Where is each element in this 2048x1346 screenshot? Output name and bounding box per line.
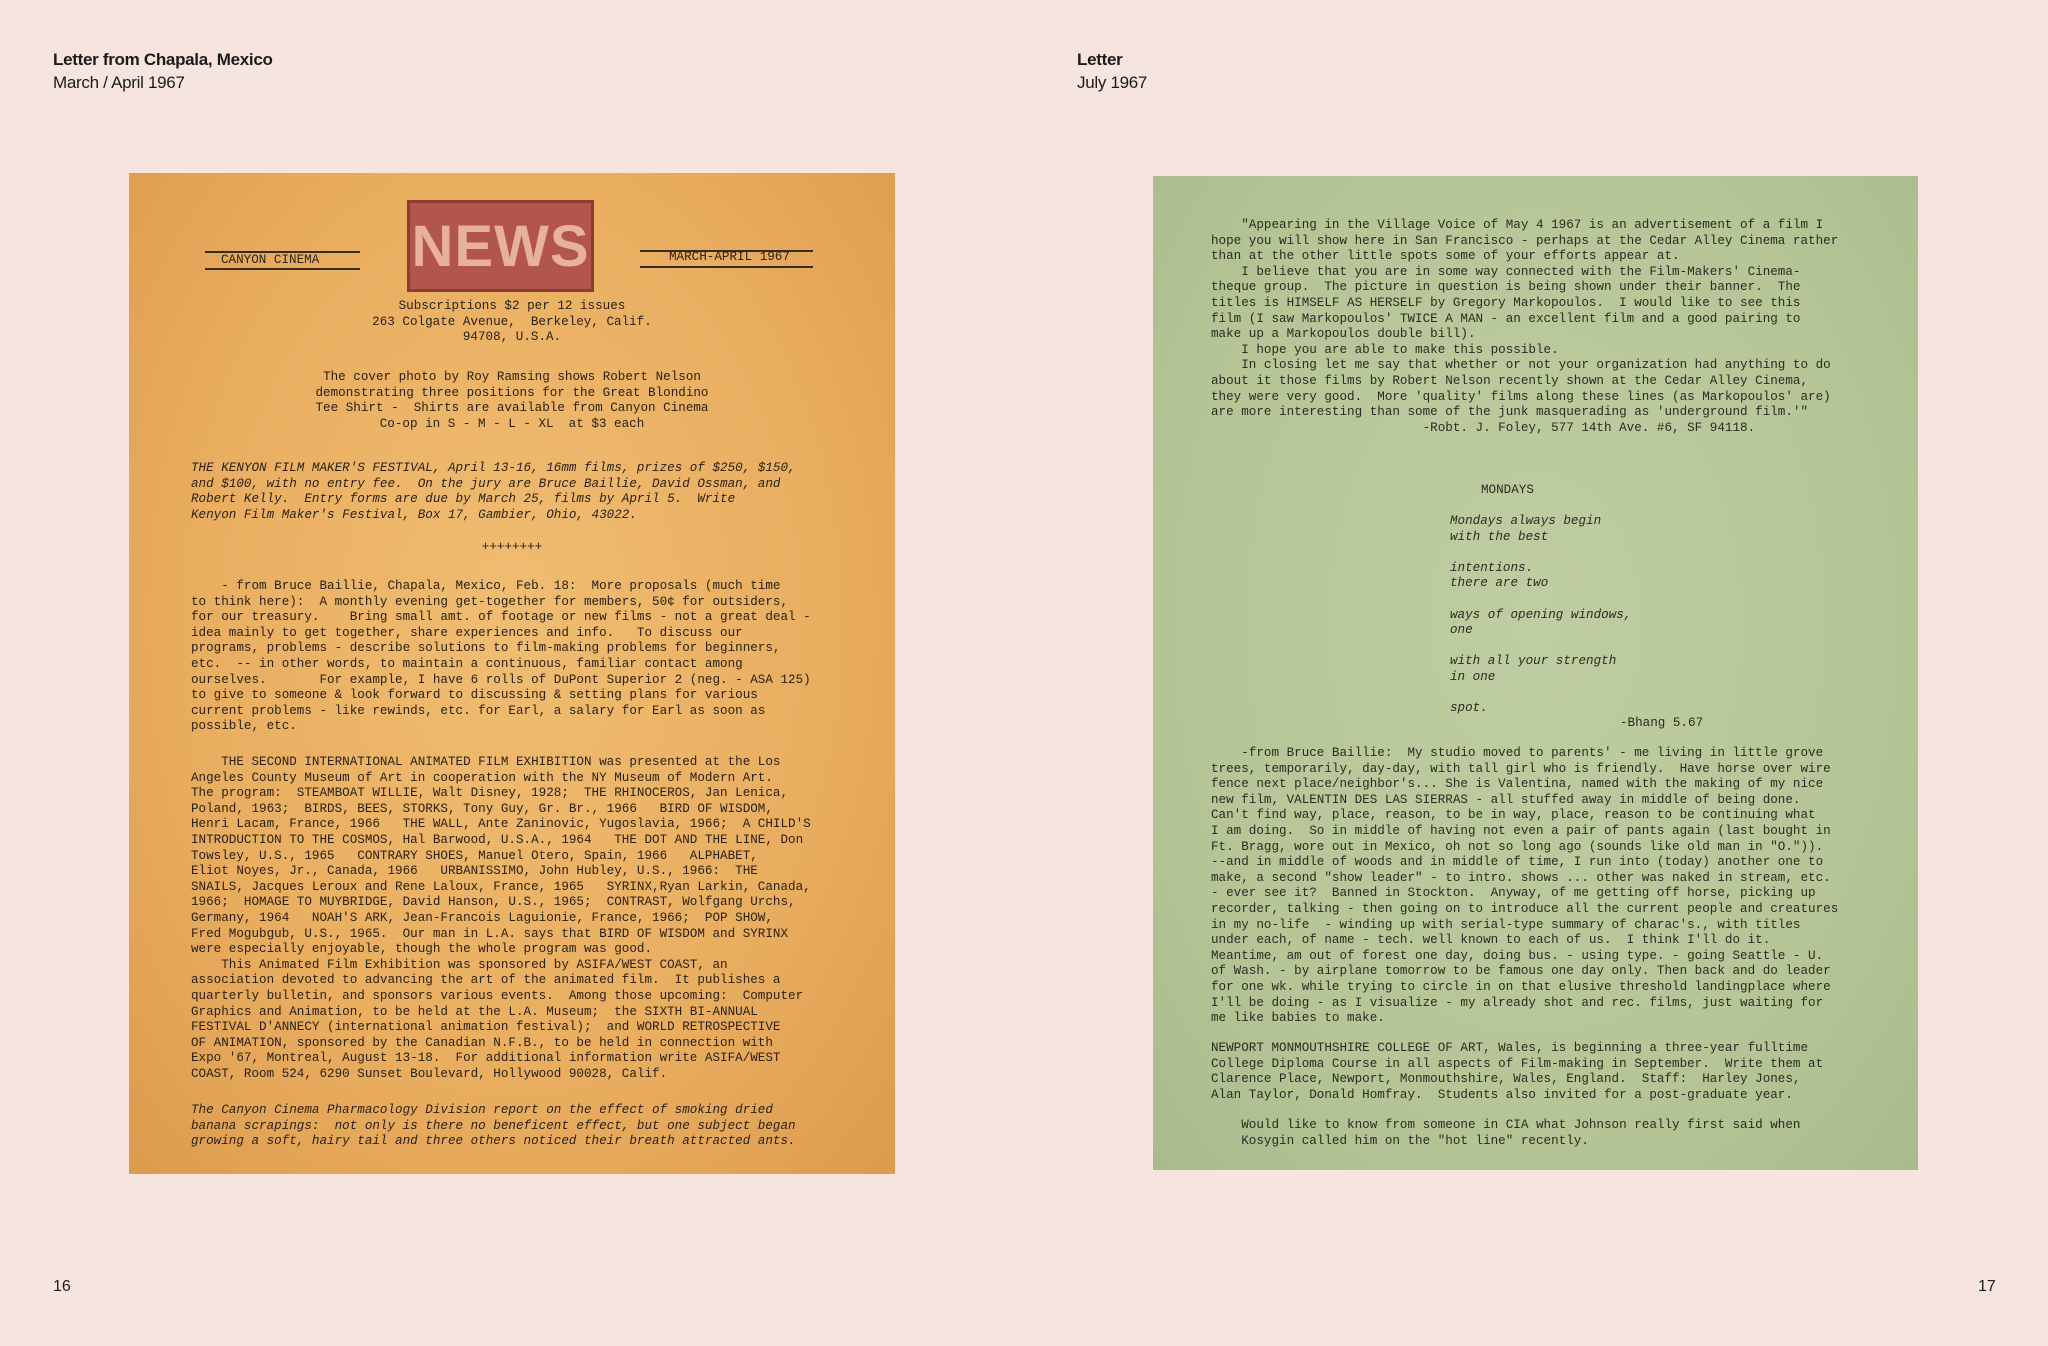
poem-text: Mondays always begin with the best intentions. there are two ways of opening windows, one with all your strength in one spot. bbox=[1450, 514, 1632, 716]
animated-exhibition-text: THE SECOND INTERNATIONAL ANIMATED FILM EXHIBITION was presented at the Los Angeles County Museum of Art in cooperation with the NY Museum of Modern Art. The program: STEAMBOAT WILLIE, Walt Disney, 1928; THE RHINOCEROS, Jan Lenica, Poland, 1963; BIRDS, BEES, STORKS, Tony Guy, Gr. Br., 1966 BIRD OF WISDOM, Henri Lacam, France, 1966 THE WALL, Ante Zaninovic, Yugoslavia, 1966; A CHILD'S INTRODUCTION TO THE COSMOS, Hal Barwood, U.S.A., 1964 THE DOT AND THE LINE, Don Towsley, U.S., 1965 CONTRARY SHOES, Manuel Otero, Spain, 1966 ALPHABET, Eliot Noyes, Jr., Canada, 1966 URBANISSIMO, John Hubley, U.S., 1966: THE SNAILS, Jacques Leroux and Rene Laloux, France, 1965 SYRINX,Ryan Larkin, Canada, 1966; HOMAGE TO MUYBRIDGE, David Hanson, U.S., 1965; CONTRAST, Wolfgang Urchs, Germany, 1964 NOAH'S ARK, Jean-Francois Laguionie, France, 1966; POP SHOW, Fred Mogubgub, U.S., 1965. Our man in L.A. says that BIRD OF WISDOM and SYRINX were especially enjoyable, though the whole program was good. This Animated Film Exhibition was sponsored by ASIFA/WEST COAST, an association devoted to advancing the art of the animated film. It publishes a quarterly bulletin, and sponsors various events. Among those upcoming: Computer Graphics and Animation, to be held at the L.A. Museum; the SIXTH BI-ANNUAL FESTIVAL D'ANNECY (international animation festival); and WORLD RETROSPECTIVE OF ANIMATION, sponsored by the Canadian N.F.B., to be held in connection with Expo '67, Montreal, August 13-18. For additional information write ASIFA/WEST COAST, Room 524, 6290 Sunset Boulevard, Hollywood 90028, Calif. bbox=[191, 755, 811, 1081]
letter-scan bbox=[1153, 176, 1918, 1170]
foley-letter-text: "Appearing in the Village Voice of May 4 1967 is an advertisement of a film I hope you will show here in San Francisco - perhaps at the Cedar Alley Cinema rather than at the other little spots some of your efforts appear at. I believe that you are in some way connected with the Film-Makers' Cinema- theque group. The picture in question is being shown under their banner. The titles is HIMSELF AS HERSELF by Gregory Markopoulos. I would like to see this film (I saw Markopoulos' TWICE A MAN - an excellent film and a good pairing to make up a Markopoulos double bill). I hope you are able to make this possible. In closing let me say that whether or not your organization had anything to do about it those films by Robert Nelson recently shown at the Cedar Alley Cinema, they were very good. More 'quality' films along these lines (as Markopoulos' are) are more interesting than some of the junk masquerading as 'underground film.'" -Robt. J. Foley, 577 14th Ave. #6, SF 94118. bbox=[1211, 218, 1839, 435]
subscriptions-text: Subscriptions $2 per 12 issues 263 Colgate Avenue, Berkeley, Calif. 94708, U.S.A. bbox=[372, 299, 652, 345]
cover-note-text: The cover photo by Roy Ramsing shows Robert Nelson demonstrating three positions for the Great Blondino Tee Shirt - Shirts are available from Canyon Cinema Co-op in S - M - L - XL at $3 each bbox=[315, 370, 709, 431]
masthead-left-label: CANYON CINEMA bbox=[221, 253, 320, 267]
masthead-rule-left-2 bbox=[205, 268, 360, 270]
kenyon-festival-text: THE KENYON FILM MAKER'S FESTIVAL, April 13-16, 16mm films, prizes of $250, $150, and $100, with no entry fee. On the jury are Bruce Baillie, David Ossman, and Robert Kelly. Entry forms are due by March 25, films by April 5. Write Kenyon Film Maker's Festival, Box 17, Gambier, Ohio, 43022. bbox=[191, 461, 796, 522]
newport-college-text: NEWPORT MONMOUTHSHIRE COLLEGE OF ART, Wales, is beginning a three-year fulltime College Diploma Course in all aspects of Film-making in September. Write them at Clarence Place, Newport, Monmouthshire, Wales, England. Staff: Harley Jones, Alan Taylor, Donald Homfray. Students also invited for a post-graduate year. bbox=[1211, 1041, 1824, 1102]
left-page-number: 16 bbox=[53, 1278, 71, 1295]
masthead-right-label: MARCH-APRIL 1967 bbox=[669, 250, 790, 264]
right-page-number: 17 bbox=[1978, 1278, 1996, 1295]
johnson-note-text: Would like to know from someone in CIA what Johnson really first said when Kosygin called him on the "hot line" recently. bbox=[1241, 1118, 1801, 1148]
masthead-rule-right-2 bbox=[640, 266, 813, 268]
separator-text: ++++++++ bbox=[481, 540, 543, 554]
news-logo-text: NEWS bbox=[411, 213, 590, 279]
right-page-title: Letter bbox=[1077, 50, 1123, 69]
left-page-header bbox=[53, 50, 273, 93]
baillie-letter-text: -from Bruce Baillie: My studio moved to parents' - me living in little grove trees, temporarily, day-day, with tall girl who is friendly. Have horse over wire fence next place/neighbor's... She is Valentina, named with the making of my nice new film, VALENTIN DES LAS SIERRAS - all stuffed away in middle of being done. Can't find way, place, reason, to be in way, place, reason to be continuing what I am doing. So in middle of having not even a pair of pants again (last bought in Ft. Bragg, wore out in Mexico, oh not so long ago (sounds like old man in "O.")). --and in middle of woods and in middle of time, I run into (today) another one to make, a second "show leader" - to intro. shows ... other was naked in stream, etc. - ever see it? Banned in Stockton. Anyway, of me getting off horse, picking up recorder, talking - then going on to introduce all the current people and creatures in my no-life - winding up with serial-type summary of charac's., with titles under each, of name - tech. well known to each of us. I think I'll do it. Meantime, am out of forest one day, doing bus. - using type. - going Seattle - U. of Wash. - by airplane tomorrow to be famous one day only. Then back and do leader for one wk. while trying to circle in on that elusive threshold landingplace where I'll be doing - as I visualize - my already shot and rec. films, just waiting for me like babies to make. bbox=[1211, 746, 1839, 1026]
left-page-title: Letter from Chapala, Mexico bbox=[53, 50, 273, 69]
right-page-header bbox=[1077, 50, 1147, 93]
poem-title: MONDAYS bbox=[1481, 483, 1534, 497]
newsletter-scan bbox=[129, 173, 895, 1174]
left-page-subtitle: March / April 1967 bbox=[53, 73, 185, 92]
news-logo bbox=[407, 200, 594, 292]
pharmacology-text: The Canyon Cinema Pharmacology Division report on the effect of smoking dried banana scrapings: not only is there no beneficent effect, but one subject began growing a soft, hairy tail and three others noticed their breath attracted ants. bbox=[191, 1103, 796, 1149]
poem-signature: -Bhang 5.67 bbox=[1620, 716, 1704, 730]
baillie-proposal-text: - from Bruce Baillie, Chapala, Mexico, Feb. 18: More proposals (much time to think here): A monthly evening get-together for members, 50¢ for outsiders, for our treasury. Bring small amt. of footage or new films - not a great deal - idea mainly to get together, share experiences and info. To discuss our programs, problems - describe solutions to film-making problems for beginners, etc. -- in other words, to maintain a continuous, familiar contact among ourselves. For example, I have 6 rolls of DuPont Superior 2 (neg. - ASA 125) to give to someone & look forward to discussing & setting plans for various current problems - like rewinds, etc. for Earl, a salary for Earl as soon as possible, etc. bbox=[191, 579, 811, 734]
right-page-subtitle: July 1967 bbox=[1077, 73, 1148, 92]
